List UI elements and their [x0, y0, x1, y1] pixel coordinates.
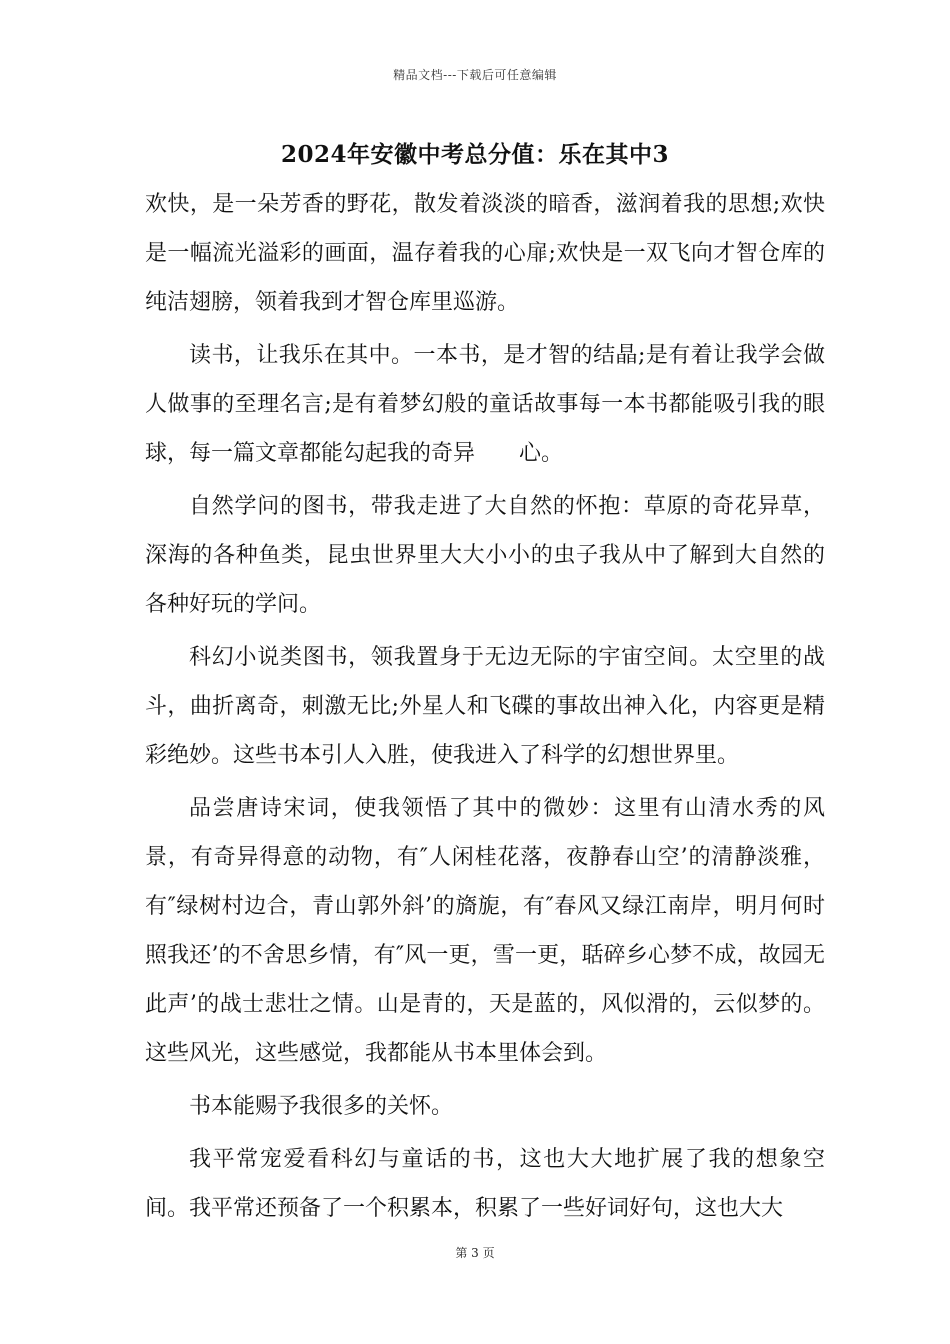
- paragraph-1: 欢快，是一朵芳香的野花，散发着淡淡的暗香，滋润着我的思想;欢快是一幅流光溢彩的画面，温存着我的心扉;欢快是一双飞向才智仓库的纯洁翅膀，领着我到才智仓库里巡游。: [145, 192, 825, 315]
- document-title: 2024年安徽中考总分值：乐在其中3: [280, 141, 670, 168]
- paragraph-6: 书本能赐予我很多的关怀。: [189, 1094, 454, 1119]
- paragraph-7: 我平常宠爱看科幻与童话的书，这也大大地扩展了我的想象空间。我平常还预备了一个积累本，积累了一些好词好句，这也大大: [145, 1147, 825, 1221]
- paragraph-3: 自然学问的图书，带我走进了大自然的怀抱：草原的奇花异草，深海的各种鱼类，昆虫世界里大大小小的虫子我从中了解到大自然的各种好玩的学问。: [145, 494, 825, 617]
- paragraph-5: 品尝唐诗宋词，使我领悟了其中的微妙：这里有山清水秀的风景，有奇异得意的动物，有″人闲桂花落，夜静春山空’的清静淡雅，有″绿树村边合，青山郭外斜’的旖旎，有″春风又绿江南岸，明月何时照我还’的不舍思乡情，有″风一更，雪一更，聒碎乡心梦不成，故园无此声’的战士悲壮之情。山是青的，天是蓝的，风似滑的，云似梦的。这些风光，这些感觉，我都能从书本里体会到。: [145, 796, 825, 1066]
- page-header-note: 精品文档---下载后可任意编辑: [393, 68, 557, 82]
- document-body: [145, 180, 825, 1233]
- paragraph-2: 读书，让我乐在其中。一本书，是才智的结晶;是有着让我学会做人做事的至理名言;是有着梦幻般的童话故事每一本书都能吸引我的眼球，每一篇文章都能勾起我的奇异 心。: [145, 343, 825, 466]
- paragraph-4: 科幻小说类图书，领我置身于无边无际的宇宙空间。太空里的战斗，曲折离奇，刺激无比;外星人和飞碟的事故出神入化，内容更是精彩绝妙。这些书本引人入胜，使我进入了科学的幻想世界里。: [145, 645, 825, 768]
- page-number: 第 3 页: [455, 1246, 495, 1260]
